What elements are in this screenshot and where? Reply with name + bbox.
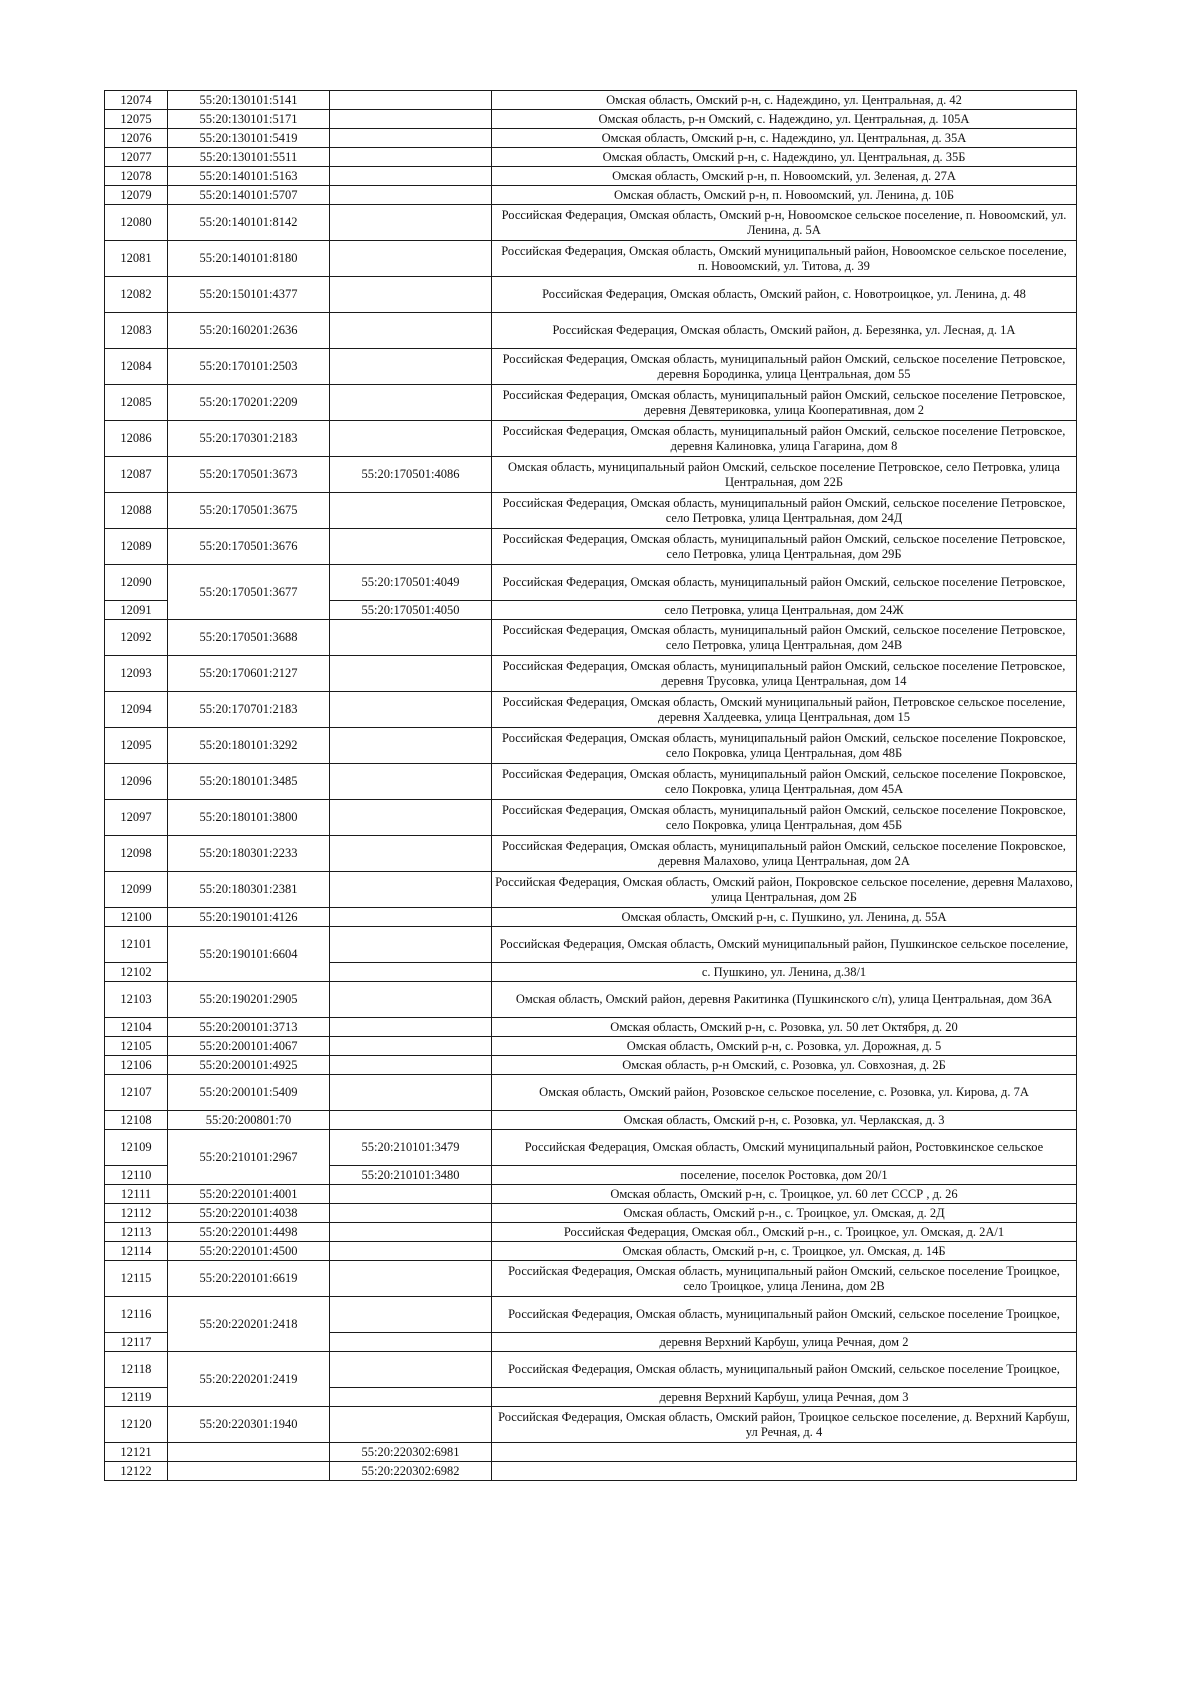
- address-cell: Омская область, Омский район, деревня Ракитинка (Пушкинского с/п), улица Центральная, дом 36А: [492, 982, 1077, 1018]
- related-cadastral-number-cell: [330, 620, 492, 656]
- cadastral-number-cell: 55:20:170501:3676: [168, 529, 330, 565]
- address-cell: Омская область, Омский р-н, с. Надеждино, ул. Центральная, д. 35Б: [492, 148, 1077, 167]
- row-number-cell: 12079: [105, 186, 168, 205]
- table-row: [105, 91, 1077, 110]
- cadastral-number-cell: 55:20:220101:4038: [168, 1204, 330, 1223]
- table-row: [105, 620, 1077, 656]
- related-cadastral-number-cell: [330, 728, 492, 764]
- related-cadastral-number-cell: 55:20:220302:6981: [330, 1443, 492, 1462]
- table-row: [105, 565, 1077, 601]
- address-cell: Омская область, Омский р-н., с. Троицкое, ул. Омская, д. 2Д: [492, 1204, 1077, 1223]
- cadastral-number-cell: 55:20:140101:5707: [168, 186, 330, 205]
- address-cell: Российская Федерация, Омская область, Омский район, с. Новотроицкое, ул. Ленина, д. 48: [492, 277, 1077, 313]
- table-row: [105, 421, 1077, 457]
- related-cadastral-number-cell: [330, 1242, 492, 1261]
- cadastral-number-cell: 55:20:170501:3677: [168, 565, 330, 620]
- table-row: [105, 1130, 1077, 1166]
- related-cadastral-number-cell: 55:20:170501:4086: [330, 457, 492, 493]
- row-number-cell: 12119: [105, 1388, 168, 1407]
- row-number-cell: 12106: [105, 1056, 168, 1075]
- address-cell: Российская Федерация, Омская обл., Омский р-н., с. Троицкое, ул. Омская, д. 2А/1: [492, 1223, 1077, 1242]
- cadastral-number-cell: 55:20:170501:3688: [168, 620, 330, 656]
- table-row: [105, 385, 1077, 421]
- related-cadastral-number-cell: 55:20:210101:3480: [330, 1166, 492, 1185]
- related-cadastral-number-cell: [330, 148, 492, 167]
- table-row: [105, 1462, 1077, 1481]
- table-row: [105, 186, 1077, 205]
- related-cadastral-number-cell: [330, 1018, 492, 1037]
- cadastral-number-cell: 55:20:170501:3675: [168, 493, 330, 529]
- table-row: [105, 1407, 1077, 1443]
- cadastral-number-cell: 55:20:140101:8180: [168, 241, 330, 277]
- row-number-cell: 12107: [105, 1075, 168, 1111]
- related-cadastral-number-cell: 55:20:170501:4049: [330, 565, 492, 601]
- address-cell: Российская Федерация, Омская область, муниципальный район Омский, сельское поселение Петровское, деревня Девятериковка, улица Кооперативная, дом 2: [492, 385, 1077, 421]
- address-cell: Омская область, Омский р-н, с. Троицкое, ул. 60 лет СССР , д. 26: [492, 1185, 1077, 1204]
- cadastral-number-cell: 55:20:220101:4500: [168, 1242, 330, 1261]
- related-cadastral-number-cell: 55:20:170501:4050: [330, 601, 492, 620]
- related-cadastral-number-cell: [330, 982, 492, 1018]
- related-cadastral-number-cell: 55:20:220302:6982: [330, 1462, 492, 1481]
- cadastral-number-cell: 55:20:130101:5171: [168, 110, 330, 129]
- related-cadastral-number-cell: [330, 1297, 492, 1333]
- address-cell: Омская область, Омский р-н, с. Надеждино, ул. Центральная, д. 42: [492, 91, 1077, 110]
- row-number-cell: 12110: [105, 1166, 168, 1185]
- cadastral-number-cell: [168, 1462, 330, 1481]
- address-cell: деревня Верхний Карбуш, улица Речная, дом 2: [492, 1333, 1077, 1352]
- related-cadastral-number-cell: [330, 1223, 492, 1242]
- related-cadastral-number-cell: [330, 1185, 492, 1204]
- cadastral-number-cell: 55:20:170101:2503: [168, 349, 330, 385]
- row-number-cell: 12083: [105, 313, 168, 349]
- table-row: [105, 167, 1077, 186]
- address-cell: поселение, поселок Ростовка, дом 20/1: [492, 1166, 1077, 1185]
- cadastral-number-cell: 55:20:190201:2905: [168, 982, 330, 1018]
- related-cadastral-number-cell: [330, 1056, 492, 1075]
- related-cadastral-number-cell: [330, 91, 492, 110]
- cadastral-number-cell: 55:20:170701:2183: [168, 692, 330, 728]
- cadastral-number-cell: 55:20:200101:3713: [168, 1018, 330, 1037]
- cadastral-number-cell: 55:20:180301:2381: [168, 872, 330, 908]
- cadastral-number-cell: 55:20:170601:2127: [168, 656, 330, 692]
- related-cadastral-number-cell: [330, 764, 492, 800]
- table-row: [105, 277, 1077, 313]
- cadastral-number-cell: 55:20:130101:5511: [168, 148, 330, 167]
- table-row: [105, 1111, 1077, 1130]
- address-cell: Российская Федерация, Омская область, муниципальный район Омский, сельское поселение Покровское, село Покровка, улица Центральная, дом 45Б: [492, 800, 1077, 836]
- registry-page: [104, 90, 1077, 1481]
- row-number-cell: 12085: [105, 385, 168, 421]
- related-cadastral-number-cell: [330, 421, 492, 457]
- row-number-cell: 12075: [105, 110, 168, 129]
- related-cadastral-number-cell: [330, 1204, 492, 1223]
- row-number-cell: 12108: [105, 1111, 168, 1130]
- address-cell: Российская Федерация, Омская область, Омский муниципальный район, Ростовкинское сельское: [492, 1130, 1077, 1166]
- row-number-cell: 12088: [105, 493, 168, 529]
- table-row: [105, 1056, 1077, 1075]
- cadastral-number-cell: 55:20:190101:4126: [168, 908, 330, 927]
- address-cell: Омская область, Омский р-н, с. Розовка, ул. Черлакская, д. 3: [492, 1111, 1077, 1130]
- address-cell: Омская область, Омский р-н, п. Новоомский, ул. Зеленая, д. 27А: [492, 167, 1077, 186]
- related-cadastral-number-cell: [330, 205, 492, 241]
- cadastral-number-cell: [168, 1443, 330, 1462]
- table-row: [105, 982, 1077, 1018]
- address-cell: Российская Федерация, Омская область, муниципальный район Омский, сельское поселение Петровское,: [492, 565, 1077, 601]
- table-row: [105, 529, 1077, 565]
- cadastral-number-cell: 55:20:180301:2233: [168, 836, 330, 872]
- cadastral-number-cell: 55:20:200101:4925: [168, 1056, 330, 1075]
- row-number-cell: 12103: [105, 982, 168, 1018]
- address-cell: Омская область, р-н Омский, с. Розовка, ул. Совхозная, д. 2Б: [492, 1056, 1077, 1075]
- table-row: [105, 872, 1077, 908]
- row-number-cell: 12109: [105, 1130, 168, 1166]
- row-number-cell: 12100: [105, 908, 168, 927]
- table-row: [105, 908, 1077, 927]
- cadastral-number-cell: 55:20:170501:3673: [168, 457, 330, 493]
- table-row: [105, 1037, 1077, 1056]
- related-cadastral-number-cell: [330, 241, 492, 277]
- row-number-cell: 12099: [105, 872, 168, 908]
- address-cell: Российская Федерация, Омская область, муниципальный район Омский, сельское поселение Петровское, село Петровка, улица Центральная, дом 29Б: [492, 529, 1077, 565]
- address-cell: Российская Федерация, Омская область, муниципальный район Омский, сельское поселение Троицкое,: [492, 1297, 1077, 1333]
- table-row: [105, 800, 1077, 836]
- table-row: [105, 1185, 1077, 1204]
- related-cadastral-number-cell: [330, 1075, 492, 1111]
- address-cell: [492, 1462, 1077, 1481]
- row-number-cell: 12091: [105, 601, 168, 620]
- table-row: [105, 1018, 1077, 1037]
- row-number-cell: 12104: [105, 1018, 168, 1037]
- table-row: [105, 457, 1077, 493]
- cadastral-number-cell: 55:20:140101:8142: [168, 205, 330, 241]
- related-cadastral-number-cell: [330, 1388, 492, 1407]
- cadastral-number-cell: 55:20:150101:4377: [168, 277, 330, 313]
- cadastral-number-cell: 55:20:140101:5163: [168, 167, 330, 186]
- address-cell: Российская Федерация, Омская область, муниципальный район Омский, сельское поселение Петровское, село Петровка, улица Центральная, дом 24Д: [492, 493, 1077, 529]
- table-row: [105, 148, 1077, 167]
- address-cell: [492, 1443, 1077, 1462]
- row-number-cell: 12087: [105, 457, 168, 493]
- row-number-cell: 12082: [105, 277, 168, 313]
- row-number-cell: 12080: [105, 205, 168, 241]
- address-cell: село Петровка, улица Центральная, дом 24Ж: [492, 601, 1077, 620]
- table-row: [105, 692, 1077, 728]
- cadastral-number-cell: 55:20:180101:3485: [168, 764, 330, 800]
- address-cell: деревня Верхний Карбуш, улица Речная, дом 3: [492, 1388, 1077, 1407]
- address-cell: Российская Федерация, Омская область, Омский район, Троицкое сельское поселение, д. Верхний Карбуш, ул Речная, д. 4: [492, 1407, 1077, 1443]
- address-cell: Российская Федерация, Омская область, Омский муниципальный район, Новоомское сельское поселение, п. Новоомский, ул. Титова, д. 39: [492, 241, 1077, 277]
- row-number-cell: 12097: [105, 800, 168, 836]
- table-row: [105, 1443, 1077, 1462]
- cadastral-number-cell: 55:20:220201:2419: [168, 1352, 330, 1407]
- related-cadastral-number-cell: [330, 129, 492, 148]
- table-row: [105, 129, 1077, 148]
- row-number-cell: 12093: [105, 656, 168, 692]
- address-cell: Российская Федерация, Омская область, муниципальный район Омский, сельское поселение Покровское, село Покровка, улица Центральная, дом 45А: [492, 764, 1077, 800]
- table-row: [105, 1075, 1077, 1111]
- cadastral-number-cell: 55:20:130101:5141: [168, 91, 330, 110]
- row-number-cell: 12090: [105, 565, 168, 601]
- table-row: [105, 836, 1077, 872]
- related-cadastral-number-cell: [330, 493, 492, 529]
- related-cadastral-number-cell: [330, 1352, 492, 1388]
- address-cell: Российская Федерация, Омская область, муниципальный район Омский, сельское поселение Петровское, деревня Бородинка, улица Центральная, дом 55: [492, 349, 1077, 385]
- row-number-cell: 12113: [105, 1223, 168, 1242]
- cadastral-number-cell: 55:20:220201:2418: [168, 1297, 330, 1352]
- related-cadastral-number-cell: [330, 1037, 492, 1056]
- cadastral-number-cell: 55:20:130101:5419: [168, 129, 330, 148]
- table-row: [105, 205, 1077, 241]
- address-cell: Российская Федерация, Омская область, Омский р-н, Новоомское сельское поселение, п. Новоомский, ул. Ленина, д. 5А: [492, 205, 1077, 241]
- cadastral-number-cell: 55:20:210101:2967: [168, 1130, 330, 1185]
- address-cell: Омская область, Омский р-н, п. Новоомский, ул. Ленина, д. 10Б: [492, 186, 1077, 205]
- address-cell: Российская Федерация, Омская область, муниципальный район Омский, сельское поселение Петровское, село Петровка, улица Центральная, дом 24В: [492, 620, 1077, 656]
- related-cadastral-number-cell: [330, 349, 492, 385]
- address-cell: с. Пушкино, ул. Ленина, д.38/1: [492, 963, 1077, 982]
- cadastral-number-cell: 55:20:220101:6619: [168, 1261, 330, 1297]
- address-cell: Омская область, Омский р-н, с. Надеждино, ул. Центральная, д. 35А: [492, 129, 1077, 148]
- address-cell: Российская Федерация, Омская область, Омский район, Покровское сельское поселение, деревня Малахово, улица Центральная, дом 2Б: [492, 872, 1077, 908]
- related-cadastral-number-cell: [330, 186, 492, 205]
- related-cadastral-number-cell: [330, 313, 492, 349]
- cadastral-number-cell: 55:20:160201:2636: [168, 313, 330, 349]
- related-cadastral-number-cell: 55:20:210101:3479: [330, 1130, 492, 1166]
- row-number-cell: 12111: [105, 1185, 168, 1204]
- row-number-cell: 12076: [105, 129, 168, 148]
- table-row: [105, 1204, 1077, 1223]
- row-number-cell: 12081: [105, 241, 168, 277]
- row-number-cell: 12095: [105, 728, 168, 764]
- table-row: [105, 1352, 1077, 1388]
- table-row: [105, 1261, 1077, 1297]
- row-number-cell: 12101: [105, 927, 168, 963]
- row-number-cell: 12089: [105, 529, 168, 565]
- related-cadastral-number-cell: [330, 908, 492, 927]
- cadastral-number-cell: 55:20:220301:1940: [168, 1407, 330, 1443]
- address-cell: Омская область, муниципальный район Омский, сельское поселение Петровское, село Петровка, улица Центральная, дом 22Б: [492, 457, 1077, 493]
- row-number-cell: 12114: [105, 1242, 168, 1261]
- cadastral-number-cell: 55:20:200101:4067: [168, 1037, 330, 1056]
- address-cell: Российская Федерация, Омская область, муниципальный район Омский, сельское поселение Троицкое,: [492, 1352, 1077, 1388]
- cadastral-number-cell: 55:20:200101:5409: [168, 1075, 330, 1111]
- related-cadastral-number-cell: [330, 1333, 492, 1352]
- row-number-cell: 12077: [105, 148, 168, 167]
- table-row: [105, 927, 1077, 963]
- related-cadastral-number-cell: [330, 529, 492, 565]
- related-cadastral-number-cell: [330, 1111, 492, 1130]
- cadastral-number-cell: 55:20:180101:3800: [168, 800, 330, 836]
- row-number-cell: 12116: [105, 1297, 168, 1333]
- related-cadastral-number-cell: [330, 277, 492, 313]
- cadastral-registry-table: [104, 90, 1077, 1481]
- cadastral-number-cell: 55:20:220101:4498: [168, 1223, 330, 1242]
- address-cell: Омская область, Омский р-н, с. Розовка, ул. 50 лет Октября, д. 20: [492, 1018, 1077, 1037]
- address-cell: Российская Федерация, Омская область, Омский район, д. Березянка, ул. Лесная, д. 1А: [492, 313, 1077, 349]
- related-cadastral-number-cell: [330, 167, 492, 186]
- row-number-cell: 12096: [105, 764, 168, 800]
- table-row: [105, 1223, 1077, 1242]
- table-row: [105, 656, 1077, 692]
- row-number-cell: 12122: [105, 1462, 168, 1481]
- address-cell: Омская область, Омский р-н, с. Розовка, ул. Дорожная, д. 5: [492, 1037, 1077, 1056]
- row-number-cell: 12121: [105, 1443, 168, 1462]
- row-number-cell: 12084: [105, 349, 168, 385]
- related-cadastral-number-cell: [330, 385, 492, 421]
- address-cell: Омская область, Омский р-н, с. Пушкино, ул. Ленина, д. 55А: [492, 908, 1077, 927]
- row-number-cell: 12094: [105, 692, 168, 728]
- related-cadastral-number-cell: [330, 963, 492, 982]
- address-cell: Российская Федерация, Омская область, муниципальный район Омский, сельское поселение Петровское, деревня Калиновка, улица Гагарина, дом 8: [492, 421, 1077, 457]
- related-cadastral-number-cell: [330, 656, 492, 692]
- row-number-cell: 12118: [105, 1352, 168, 1388]
- table-row: [105, 110, 1077, 129]
- table-row: [105, 493, 1077, 529]
- row-number-cell: 12112: [105, 1204, 168, 1223]
- cadastral-number-cell: 55:20:180101:3292: [168, 728, 330, 764]
- address-cell: Российская Федерация, Омская область, муниципальный район Омский, сельское поселение Петровское, деревня Трусовка, улица Центральная, дом 14: [492, 656, 1077, 692]
- row-number-cell: 12115: [105, 1261, 168, 1297]
- registry-table-body: [105, 91, 1077, 1481]
- table-row: [105, 1242, 1077, 1261]
- related-cadastral-number-cell: [330, 927, 492, 963]
- related-cadastral-number-cell: [330, 836, 492, 872]
- table-row: [105, 349, 1077, 385]
- table-row: [105, 764, 1077, 800]
- related-cadastral-number-cell: [330, 110, 492, 129]
- related-cadastral-number-cell: [330, 800, 492, 836]
- address-cell: Омская область, р-н Омский, с. Надеждино, ул. Центральная, д. 105А: [492, 110, 1077, 129]
- related-cadastral-number-cell: [330, 872, 492, 908]
- cadastral-number-cell: 55:20:170301:2183: [168, 421, 330, 457]
- address-cell: Омская область, Омский р-н, с. Троицкое, ул. Омская, д. 14Б: [492, 1242, 1077, 1261]
- row-number-cell: 12074: [105, 91, 168, 110]
- table-row: [105, 313, 1077, 349]
- address-cell: Российская Федерация, Омская область, муниципальный район Омский, сельское поселение Покровское, деревня Малахово, улица Центральная, дом 2А: [492, 836, 1077, 872]
- table-row: [105, 728, 1077, 764]
- row-number-cell: 12098: [105, 836, 168, 872]
- address-cell: Российская Федерация, Омская область, Омский муниципальный район, Пушкинское сельское поселение,: [492, 927, 1077, 963]
- cadastral-number-cell: 55:20:200801:70: [168, 1111, 330, 1130]
- related-cadastral-number-cell: [330, 692, 492, 728]
- address-cell: Российская Федерация, Омская область, муниципальный район Омский, сельское поселение Покровское, село Покровка, улица Центральная, дом 48Б: [492, 728, 1077, 764]
- row-number-cell: 12102: [105, 963, 168, 982]
- address-cell: Российская Федерация, Омская область, Омский муниципальный район, Петровское сельское поселение, деревня Халдеевка, улица Центральная, дом 15: [492, 692, 1077, 728]
- row-number-cell: 12086: [105, 421, 168, 457]
- related-cadastral-number-cell: [330, 1261, 492, 1297]
- address-cell: Омская область, Омский район, Розовское сельское поселение, с. Розовка, ул. Кирова, д. 7А: [492, 1075, 1077, 1111]
- cadastral-number-cell: 55:20:190101:6604: [168, 927, 330, 982]
- related-cadastral-number-cell: [330, 1407, 492, 1443]
- cadastral-number-cell: 55:20:220101:4001: [168, 1185, 330, 1204]
- row-number-cell: 12078: [105, 167, 168, 186]
- row-number-cell: 12120: [105, 1407, 168, 1443]
- row-number-cell: 12117: [105, 1333, 168, 1352]
- address-cell: Российская Федерация, Омская область, муниципальный район Омский, сельское поселение Троицкое, село Троицкое, улица Ленина, дом 2В: [492, 1261, 1077, 1297]
- cadastral-number-cell: 55:20:170201:2209: [168, 385, 330, 421]
- table-row: [105, 241, 1077, 277]
- row-number-cell: 12092: [105, 620, 168, 656]
- row-number-cell: 12105: [105, 1037, 168, 1056]
- table-row: [105, 1297, 1077, 1333]
